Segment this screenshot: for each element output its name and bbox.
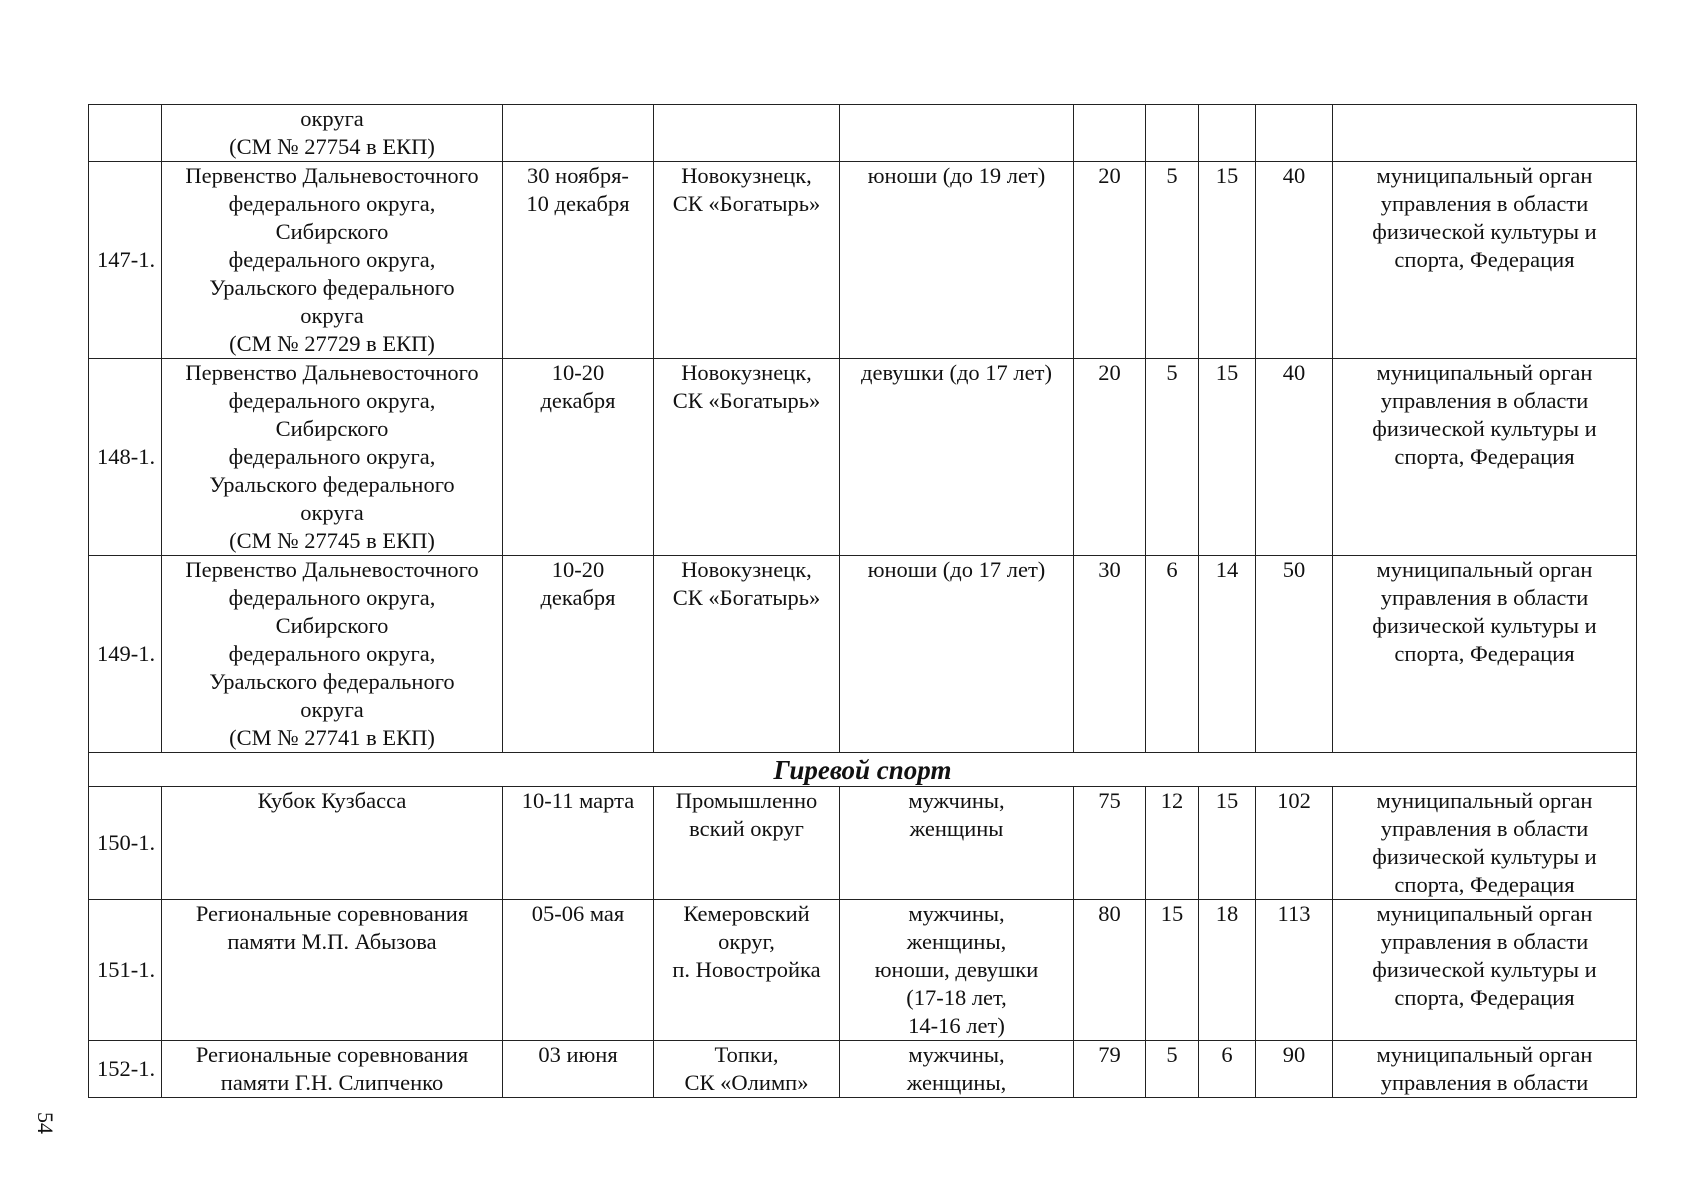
count-cell: 6 — [1199, 1041, 1256, 1098]
count-cell: 75 — [1074, 787, 1146, 900]
event-name-line: Первенство Дальневосточного — [185, 163, 479, 188]
venue-line: Топки, — [714, 1042, 779, 1067]
organizer-line: муниципальный орган — [1376, 901, 1593, 926]
organizer-line: спорта, Федерация — [1394, 985, 1575, 1010]
event-name-line: федерального округа, — [228, 247, 436, 272]
total-cell — [1256, 105, 1333, 162]
count-cell — [1074, 105, 1146, 162]
event-name-line: Уральского федерального — [209, 275, 455, 300]
event-name-cell — [162, 556, 503, 753]
venue-cell — [654, 162, 840, 359]
organizer-line: управления в области — [1380, 585, 1589, 610]
number-cell: 151-1. — [89, 900, 162, 1041]
organizer-line: физической культуры и — [1372, 844, 1597, 869]
event-name-line: Сибирского — [275, 219, 389, 244]
venue-line: СК «Богатырь» — [672, 388, 821, 413]
date-line: 03 июня — [538, 1042, 618, 1067]
participants-line: женщины, — [906, 929, 1007, 954]
venue-cell — [654, 359, 840, 556]
participants-line: женщины, — [906, 1070, 1007, 1095]
table-row — [89, 900, 1637, 1041]
participants-line: юноши (до 19 лет) — [867, 163, 1046, 188]
count-cell: 12 — [1146, 787, 1199, 900]
organizer-line: управления в области — [1380, 1070, 1589, 1095]
date-cell — [503, 1041, 654, 1098]
participants-line: женщины — [909, 816, 1004, 841]
table-row-continued — [89, 105, 1637, 162]
number-cell: 149-1. — [89, 556, 162, 753]
total-cell: 90 — [1256, 1041, 1333, 1098]
count-cell: 30 — [1074, 556, 1146, 753]
count-cell: 6 — [1146, 556, 1199, 753]
organizer-line: физической культуры и — [1372, 219, 1597, 244]
date-cell — [503, 105, 654, 162]
event-name-line: федерального округа, — [228, 388, 436, 413]
table-row — [89, 787, 1637, 900]
organizer-cell — [1333, 162, 1637, 359]
count-cell: 18 — [1199, 900, 1256, 1041]
count-cell: 15 — [1199, 162, 1256, 359]
organizer-cell — [1333, 900, 1637, 1041]
organizer-line: муниципальный орган — [1376, 557, 1593, 582]
count-cell: 14 — [1199, 556, 1256, 753]
organizer-line: управления в области — [1380, 929, 1589, 954]
count-cell: 5 — [1146, 359, 1199, 556]
date-line: 30 ноября- — [527, 163, 629, 188]
date-line: декабря — [540, 388, 616, 413]
participants-cell — [840, 359, 1074, 556]
total-cell: 40 — [1256, 359, 1333, 556]
event-name-line: федерального округа, — [228, 641, 436, 666]
event-name-line: Региональные соревнования — [195, 1042, 469, 1067]
total-cell: 40 — [1256, 162, 1333, 359]
participants-line: юноши (до 17 лет) — [867, 557, 1046, 582]
event-name-line: округа — [300, 303, 364, 328]
table-row — [89, 162, 1637, 359]
count-cell: 79 — [1074, 1041, 1146, 1098]
event-name-line: Уральского федерального — [209, 669, 455, 694]
count-cell: 20 — [1074, 359, 1146, 556]
events-table-body — [89, 105, 1637, 1098]
date-line: декабря — [540, 585, 616, 610]
event-name-line: Первенство Дальневосточного — [185, 360, 479, 385]
event-name-line: (СМ № 27729 в ЕКП) — [229, 331, 435, 356]
participants-line: мужчины, — [908, 901, 1005, 926]
count-cell: 5 — [1146, 1041, 1199, 1098]
organizer-cell — [1333, 1041, 1637, 1098]
event-name-line: федерального округа, — [228, 585, 436, 610]
organizer-cell — [1333, 556, 1637, 753]
participants-line: 14-16 лет) — [908, 1013, 1005, 1038]
participants-cell — [840, 1041, 1074, 1098]
organizer-line: муниципальный орган — [1376, 360, 1593, 385]
organizer-line: физической культуры и — [1372, 957, 1597, 982]
event-name-cell — [162, 359, 503, 556]
date-cell — [503, 787, 654, 900]
event-name-cell — [162, 1041, 503, 1098]
total-cell: 113 — [1256, 900, 1333, 1041]
venue-cell — [654, 105, 840, 162]
venue-line: округ, — [718, 929, 775, 954]
participants-line: мужчины, — [908, 788, 1005, 813]
number-cell: 150-1. — [89, 787, 162, 900]
number-cell: 147-1. — [89, 162, 162, 359]
date-line: 10-11 марта — [521, 788, 635, 813]
number-cell — [89, 105, 162, 162]
event-name-line: округа — [300, 697, 364, 722]
venue-cell — [654, 787, 840, 900]
organizer-cell — [1333, 359, 1637, 556]
date-cell — [503, 556, 654, 753]
event-name-line: (СМ № 27741 в ЕКП) — [229, 725, 435, 750]
venue-line: Новокузнецк, — [681, 360, 812, 385]
venue-line: вский округ — [689, 816, 804, 841]
count-cell: 5 — [1146, 162, 1199, 359]
event-name-line: памяти М.П. Абызова — [227, 929, 437, 954]
section-title: Гиревой спорт — [89, 753, 1637, 787]
total-cell: 102 — [1256, 787, 1333, 900]
participants-cell — [840, 787, 1074, 900]
organizer-line: спорта, Федерация — [1394, 641, 1575, 666]
venue-line: Новокузнецк, — [681, 557, 812, 582]
organizer-line: муниципальный орган — [1376, 788, 1593, 813]
venue-line: СК «Богатырь» — [672, 585, 821, 610]
participants-cell — [840, 900, 1074, 1041]
event-name-line: (СМ № 27754 в ЕКП) — [229, 134, 435, 159]
table-row — [89, 1041, 1637, 1098]
venue-line: п. Новостройка — [672, 957, 821, 982]
organizer-line: управления в области — [1380, 816, 1589, 841]
event-name-line: Кубок Кузбасса — [257, 788, 407, 813]
event-name-cell — [162, 162, 503, 359]
section-header-row — [89, 753, 1637, 787]
event-name-line: Сибирского — [275, 613, 389, 638]
participants-cell — [840, 556, 1074, 753]
total-cell: 50 — [1256, 556, 1333, 753]
participants-line: мужчины, — [908, 1042, 1005, 1067]
date-cell — [503, 359, 654, 556]
number-cell: 148-1. — [89, 359, 162, 556]
organizer-line: управления в области — [1380, 191, 1589, 216]
count-cell: 80 — [1074, 900, 1146, 1041]
venue-cell — [654, 556, 840, 753]
event-name-line: Первенство Дальневосточного — [185, 557, 479, 582]
count-cell: 15 — [1199, 787, 1256, 900]
count-cell: 15 — [1146, 900, 1199, 1041]
event-name-line: округа — [300, 500, 364, 525]
participants-cell — [840, 105, 1074, 162]
event-name-line: Уральского федерального — [209, 472, 455, 497]
event-name-cell — [162, 900, 503, 1041]
event-name-line: Сибирского — [275, 416, 389, 441]
organizer-line: физической культуры и — [1372, 416, 1597, 441]
date-line: 10 декабря — [526, 191, 630, 216]
organizer-line: физической культуры и — [1372, 613, 1597, 638]
organizer-line: муниципальный орган — [1376, 1042, 1593, 1067]
count-cell: 20 — [1074, 162, 1146, 359]
table-row — [89, 359, 1637, 556]
participants-cell — [840, 162, 1074, 359]
venue-line: Промышленно — [675, 788, 818, 813]
participants-line: девушки (до 17 лет) — [861, 360, 1052, 385]
venue-line: Новокузнецк, — [681, 163, 812, 188]
organizer-line: спорта, Федерация — [1394, 444, 1575, 469]
participants-line: юноши, девушки — [874, 957, 1039, 982]
organizer-cell — [1333, 105, 1637, 162]
date-cell — [503, 162, 654, 359]
page-number: 54 — [33, 1112, 58, 1134]
venue-line: СК «Олимп» — [684, 1070, 809, 1095]
organizer-line: управления в области — [1380, 388, 1589, 413]
venue-line: СК «Богатырь» — [672, 191, 821, 216]
venue-cell — [654, 900, 840, 1041]
venue-cell — [654, 1041, 840, 1098]
event-name-line: федерального округа, — [228, 191, 436, 216]
date-line: 05-06 мая — [531, 901, 625, 926]
venue-line: Кемеровский — [683, 901, 810, 926]
organizer-line: муниципальный орган — [1376, 163, 1593, 188]
participants-line: (17-18 лет, — [906, 985, 1007, 1010]
count-cell: 15 — [1199, 359, 1256, 556]
count-cell — [1199, 105, 1256, 162]
events-table — [88, 104, 1637, 1098]
organizer-line: спорта, Федерация — [1394, 872, 1575, 897]
organizer-line: спорта, Федерация — [1394, 247, 1575, 272]
event-name-cell — [162, 787, 503, 900]
event-name-line: Региональные соревнования — [195, 901, 469, 926]
event-name-line: округа — [300, 106, 364, 131]
date-line: 10-20 — [551, 557, 605, 582]
count-cell — [1146, 105, 1199, 162]
date-cell — [503, 900, 654, 1041]
event-name-cell — [162, 105, 503, 162]
event-name-line: (СМ № 27745 в ЕКП) — [229, 528, 435, 553]
date-line: 10-20 — [551, 360, 605, 385]
event-name-line: памяти Г.Н. Слипченко — [220, 1070, 444, 1095]
organizer-cell — [1333, 787, 1637, 900]
table-row — [89, 556, 1637, 753]
number-cell: 152-1. — [89, 1041, 162, 1098]
event-name-line: федерального округа, — [228, 444, 436, 469]
